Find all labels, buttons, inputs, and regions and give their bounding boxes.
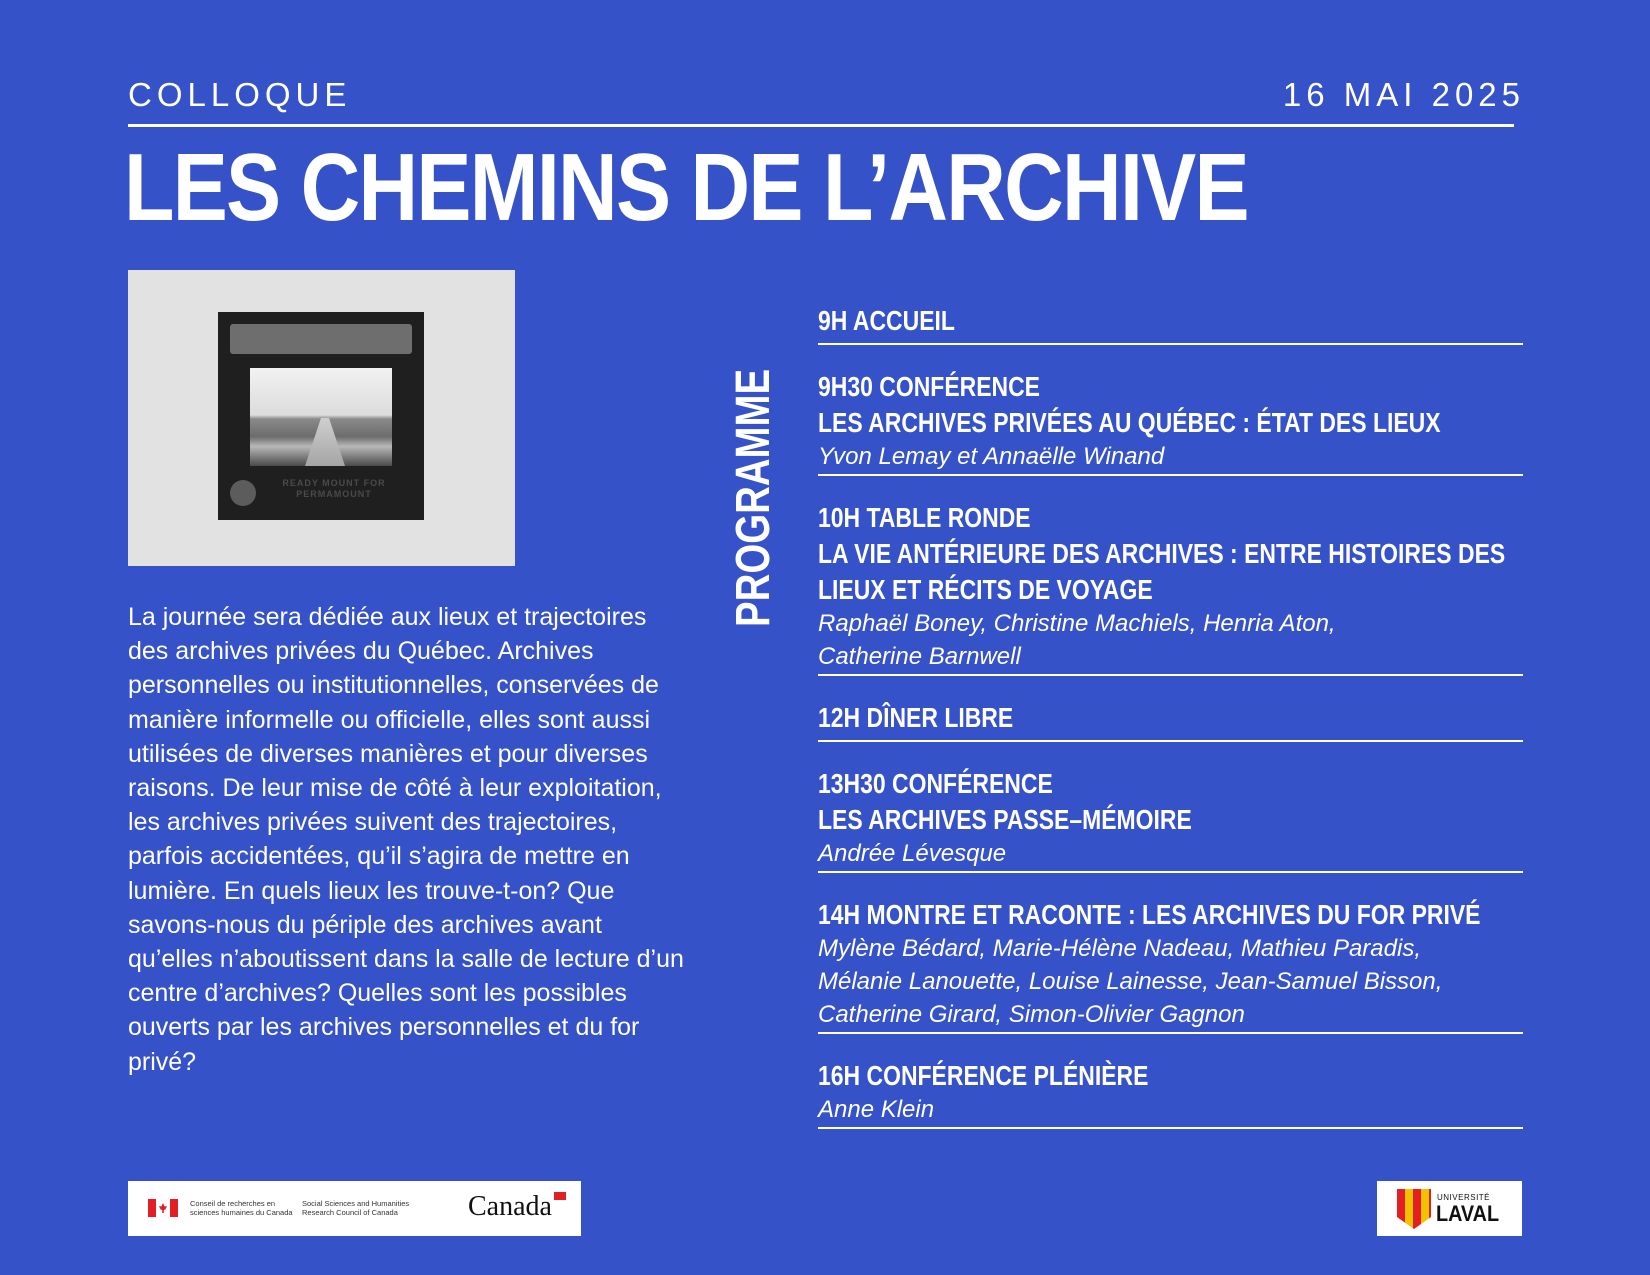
sshrc-name-en: Social Sciences and Humanities Research Council of Canada xyxy=(302,1199,410,1217)
slide-road-shape xyxy=(305,418,345,466)
programme-item-speakers: Catherine Girard, Simon-Olivier Gagnon xyxy=(818,1001,1245,1028)
programme-item-speakers: Anne Klein xyxy=(818,1096,935,1123)
canada-flag-icon xyxy=(148,1199,178,1217)
programme-item-speakers: Yvon Lemay et Annaëlle Winand xyxy=(818,443,1165,470)
page-title: LES CHEMINS DE L’ARCHIVE xyxy=(124,134,1248,241)
slide-mount-text: READY MOUNT FOR PERMAMOUNT xyxy=(282,478,386,499)
laval-wordmark: LAVAL xyxy=(1436,1201,1500,1226)
programme-item-time-title: 12H DÎNER LIBRE xyxy=(818,702,1014,733)
programme-item xyxy=(818,303,1523,345)
programme-item-subtitle: LIEUX ET RÉCITS DE VOYAGE xyxy=(818,574,1153,605)
programme-item xyxy=(818,369,1523,476)
programme-item-subtitle: LES ARCHIVES PRIVÉES AU QUÉBEC : ÉTAT DES LIEUX xyxy=(818,407,1441,438)
programme-item-speakers: Catherine Barnwell xyxy=(818,643,1021,670)
sshrc-name-fr: Conseil de recherches en sciences humaines du Canada xyxy=(190,1199,293,1217)
programme-item-speakers: Mylène Bédard, Marie-Hélène Nadeau, Mathieu Paradis, xyxy=(818,935,1421,962)
canada-wordmark-flag-icon xyxy=(554,1192,566,1200)
programme-item-subtitle: LES ARCHIVES PASSE–MÉMOIRE xyxy=(818,804,1192,835)
programme-item-subtitle: LA VIE ANTÉRIEURE DES ARCHIVES : ENTRE HISTOIRES DES xyxy=(818,538,1506,569)
laval-crest-icon xyxy=(1397,1189,1431,1229)
programme-item-time-title: 9H ACCUEIL xyxy=(818,305,955,336)
programme-item-time-title: 13H30 CONFÉRENCE xyxy=(818,768,1053,799)
programme-label-text: PROGRAMME xyxy=(727,368,780,627)
programme-item xyxy=(818,897,1523,1034)
programme-item-time-title: 9H30 CONFÉRENCE xyxy=(818,371,1041,402)
photo-slide-mount xyxy=(218,312,424,520)
programme-item-time-title: 10H TABLE RONDE xyxy=(818,502,1031,533)
slide-dot xyxy=(230,480,256,506)
event-date: 16 MAI 2025 xyxy=(1282,76,1525,113)
programme-item xyxy=(818,700,1523,742)
programme-item xyxy=(818,500,1523,676)
programme-label xyxy=(727,304,780,627)
programme-item xyxy=(818,1058,1523,1129)
archive-slide-photo xyxy=(128,270,515,566)
sshrc-canada-logo xyxy=(128,1181,581,1236)
canada-wordmark: Canada xyxy=(468,1191,552,1222)
programme-item-speakers: Raphaël Boney, Christine Machiels, Henria Aton, xyxy=(818,610,1336,637)
universite-laval-logo xyxy=(1377,1181,1522,1236)
programme-item xyxy=(818,766,1523,873)
programme-item-speakers: Andrée Lévesque xyxy=(818,840,1007,867)
programme-item-time-title: 16H CONFÉRENCE PLÉNIÈRE xyxy=(818,1060,1149,1091)
intro-paragraph: La journée sera dédiée aux lieux et trajectoires des archives privées du Québec. Archives personnelles ou institutionnelles, conservées de manière informelle ou officielle, elles sont aussi utilisées de diverses manières et pour diverses raisons. De leur mise de côté à leur exploitation, les archives privées suivent des trajectoires, parfois accidentées, qu’il s’agira de mettre en lumière. En quels lieux les trouve-t-on? Que savons-nous du périple des archives avant qu’elles n’aboutissent dans la salle de lecture d’un centre d’archives? Quelles sont les possibles ouverts par les archives personnelles et du for privé? xyxy=(128,603,684,1076)
laval-wordmark-small: UNIVERSITÉ xyxy=(1437,1193,1491,1202)
header-divider xyxy=(128,124,1514,127)
programme-item-speakers: Mélanie Lanouette, Louise Lainesse, Jean-Samuel Bisson, xyxy=(818,968,1443,995)
event-type: COLLOQUE xyxy=(128,76,352,113)
slide-image-window xyxy=(250,368,392,466)
programme-item-time-title: 14H MONTRE ET RACONTE : LES ARCHIVES DU FOR PRIVÉ xyxy=(818,899,1481,930)
programme-schedule xyxy=(818,303,1523,1129)
slide-label-strip xyxy=(230,324,412,354)
